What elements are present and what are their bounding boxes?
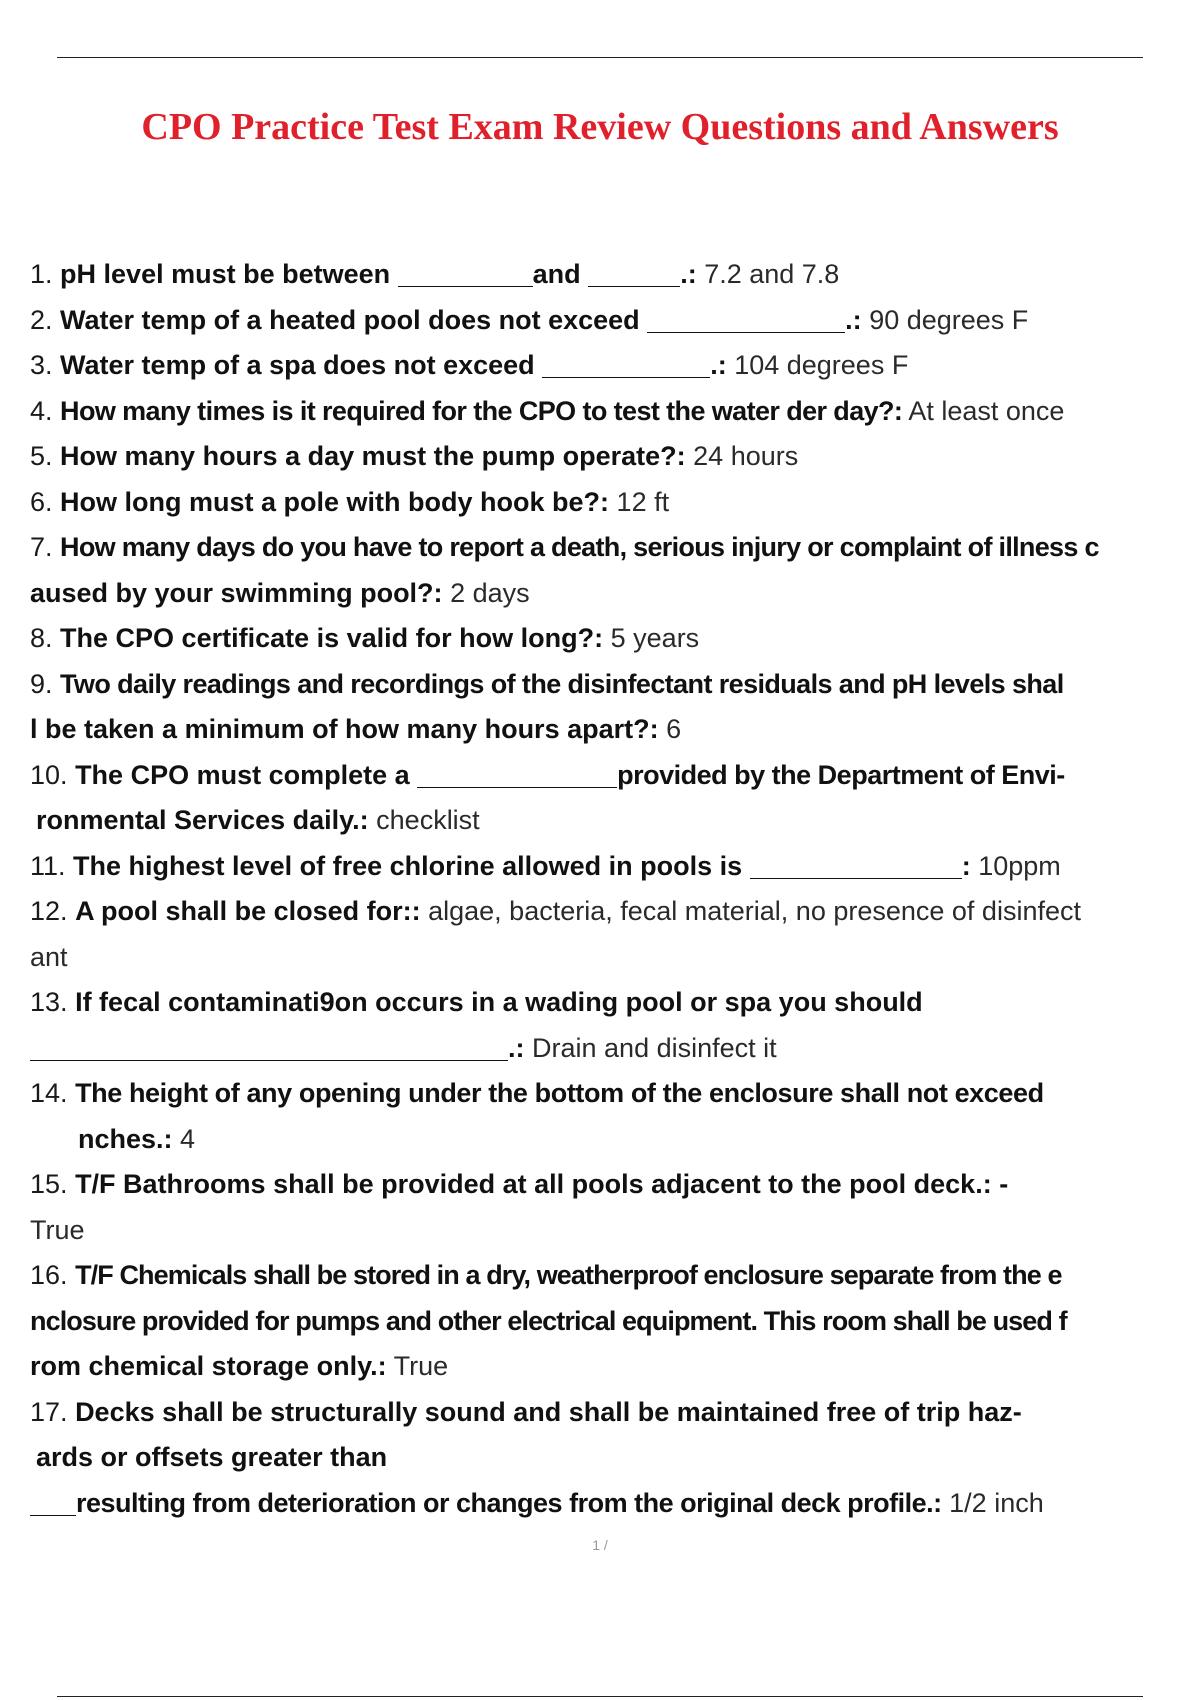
- question-17: 17. Decks shall be structurally sound and shall be maintained free of trip haz- ards or offsets greater than resulting from deterioration or changes from the original deck profile.: 1/2 inch: [30, 1396, 1044, 1518]
- top-rule: [57, 57, 1143, 58]
- question-2: 2. Water temp of a heated pool does not exceed .: 90 degrees F: [30, 304, 1029, 335]
- question-1: 1. pH level must be between and .: 7.2 and 7.8: [30, 259, 840, 289]
- page-title: CPO Practice Test Exam Review Questions and Answers: [141, 106, 1059, 148]
- question-15: 15. T/F Bathrooms shall be provided at all pools adjacent to the pool deck.: - True: [30, 1169, 1009, 1245]
- question-16: 16. T/F Chemicals shall be stored in a dry, weatherproof enclosure separate from the e nclosure provided for pumps and other electrical equipment. This room shall be used f rom chemical storage only.: True: [30, 1260, 1067, 1381]
- question-9: 9. Two daily readings and recordings of the disinfectant residuals and pH levels shal l be taken a minimum of how many hours apart?: 6: [30, 668, 1064, 744]
- question-3: 3. Water temp of a spa does not exceed .: 104 degrees F: [30, 350, 909, 380]
- question-11: 11. The highest level of free chlorine allowed in pools is : 10ppm: [30, 850, 1061, 881]
- page-number: 1 /: [592, 1537, 608, 1553]
- bottom-rule: [57, 1696, 1143, 1697]
- question-6: 6. How long must a pole with body hook be?: 12 ft: [30, 486, 670, 517]
- question-10: 10. The CPO must complete a provided by the Department of Envi- ronmental Services daily.: checklist: [30, 759, 1065, 835]
- question-8: 8. The CPO certificate is valid for how long?: 5 years: [30, 623, 700, 653]
- question-list: [30, 252, 1195, 1526]
- question-13: 13. If fecal contaminati9on occurs in a wading pool or spa you should .: Drain and disinfect it: [30, 987, 923, 1063]
- question-5: 5. How many hours a day must the pump operate?: 24 hours: [30, 441, 799, 471]
- question-14: 14. The height of any opening under the bottom of the enclosure shall not exceed nches.: 4: [30, 1078, 1044, 1154]
- question-4: 4. How many times is it required for the CPO to test the water der day?: At least once: [30, 395, 1065, 426]
- question-12: 12. A pool shall be closed for:: algae, bacteria, fecal material, no presence of disinfect ant: [30, 896, 1081, 972]
- question-7: 7. How many days do you have to report a death, serious injury or complaint of illness c aused by your swimming pool?: 2 days: [30, 532, 1099, 608]
